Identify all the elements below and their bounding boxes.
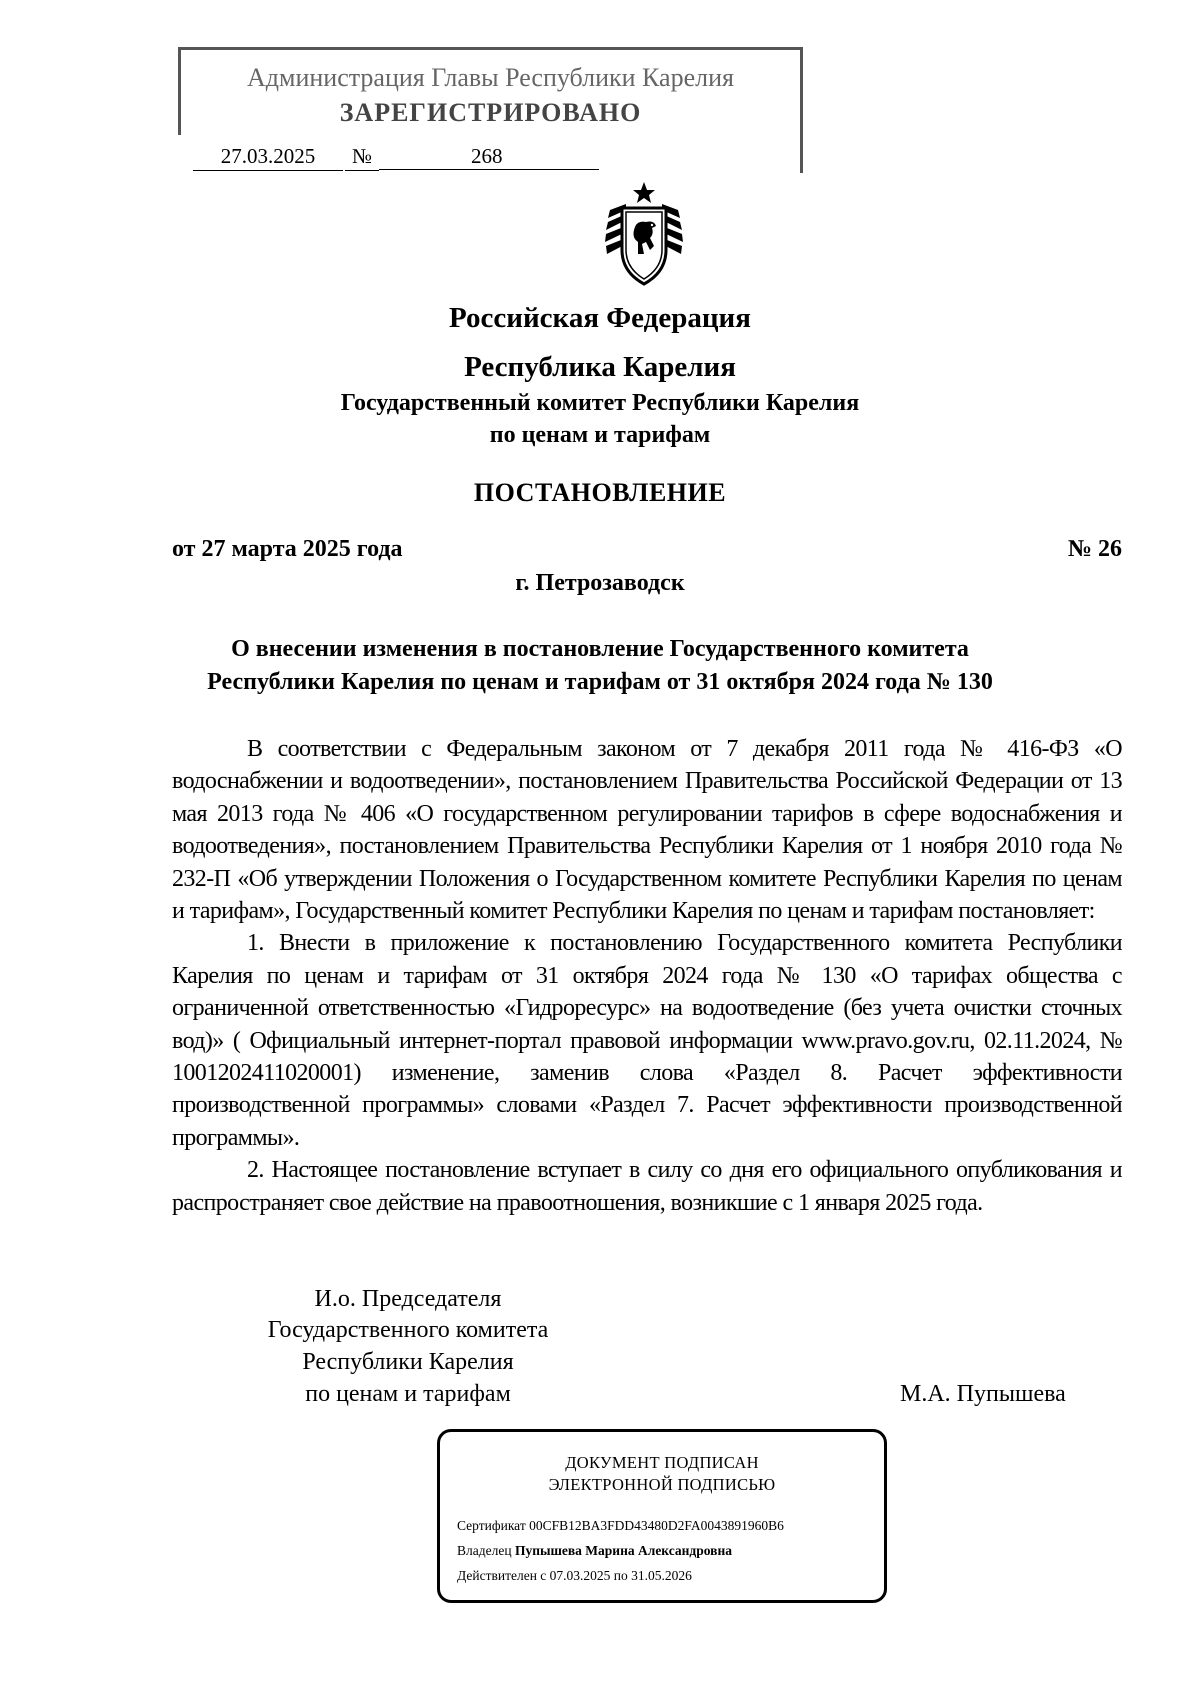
stamp-border-top bbox=[178, 47, 801, 50]
subject-line2: Республики Карелия по ценам и тарифам от 31 октября 2024 года № 130 bbox=[207, 669, 993, 695]
body-paragraph-preamble: В соответствии с Федеральным законом от 7 декабря 2011 года № 416-ФЗ «О водоснабжении и водоотведении», постановлением Правительства Российской Федерации от 13 мая 2013 года № 406 «О государственном регулировании тарифов в сфере водоснабжения и водоотведения», постановлением Правительства Республики Карелия от 1 ноября 2010 года № 232-П «Об утверждении Положения о Государственном комитете Республики Карелия по ценам и тарифам», Государственный комитет Республики Карелия по ценам и тарифам постановляет: bbox=[172, 736, 1122, 925]
esig-valid-from: 07.03.2025 bbox=[549, 1568, 611, 1583]
registration-number-sign: № bbox=[345, 143, 379, 171]
registration-date: 27.03.2025 bbox=[193, 143, 343, 171]
esig-valid-to: 31.05.2026 bbox=[631, 1568, 692, 1583]
stamp-organization: Администрация Главы Республики Карелия bbox=[247, 63, 734, 92]
signatory-title-line1: И.о. Председателя bbox=[314, 1286, 502, 1312]
republic-title: Республика Карелия bbox=[464, 351, 736, 383]
signatory-title-line3: Республики Карелия bbox=[302, 1349, 514, 1375]
country-title: Российская Федерация bbox=[449, 302, 751, 334]
esig-owner-label: Владелец bbox=[457, 1543, 512, 1558]
esig-certificate-row bbox=[457, 1518, 784, 1534]
coat-of-arms-icon bbox=[596, 180, 692, 292]
body-paragraph-item2: 2. Настоящее постановление вступает в силу со дня его официального опубликования и распространяет свое действие на правоотношения, возникшие с 1 января 2025 года. bbox=[172, 1157, 1122, 1216]
document-city: г. Петрозаводск bbox=[515, 570, 685, 596]
esig-owner-value: Пупышева Марина Александровна bbox=[514, 1543, 733, 1558]
body-paragraph-item1: 1. Внести в приложение к постановлению Государственного комитета Республики Карелия по ценам и тарифам от 31 октября 2024 года № 130 «О тарифах общества с ограниченной ответственностью «Гидроресурс» на водоотведение (без учета очистки сточных вод)» ( Официальный интернет-портал правовой информации www.pravo.gov.ru, 02.11.2024, № 1001202411020001) изменение, заменив слова «Раздел 8. Расчет эффективности производственной программы» словами «Раздел 7. Расчет эффективности производственной программы». bbox=[172, 930, 1122, 1151]
signatory-title-line4: по ценам и тарифам bbox=[305, 1381, 511, 1407]
document-type: ПОСТАНОВЛЕНИЕ bbox=[473, 478, 727, 507]
subject-line1: О внесении изменения в постановление Государственного комитета bbox=[231, 636, 969, 662]
signatory-title-line2: Государственного комитета bbox=[267, 1317, 549, 1343]
esig-valid-label: Действителен с bbox=[457, 1568, 547, 1583]
esig-certificate-label: Сертификат bbox=[457, 1518, 526, 1533]
document-number: № 26 bbox=[1067, 536, 1122, 562]
committee-title-line1: Государственный комитет Республики Карелия bbox=[340, 390, 860, 416]
esig-header-line1: ДОКУМЕНТ ПОДПИСАН bbox=[565, 1453, 759, 1472]
document-date: от 27 марта 2025 года bbox=[172, 536, 403, 562]
registration-number: 268 bbox=[379, 143, 599, 170]
committee-title-line2: по ценам и тарифам bbox=[489, 422, 711, 448]
esig-header-line2: ЭЛЕКТРОННОЙ ПОДПИСЬЮ bbox=[548, 1475, 776, 1494]
electronic-signature-stamp bbox=[437, 1429, 887, 1603]
esig-owner-row bbox=[457, 1543, 732, 1559]
document-body bbox=[172, 733, 1122, 1219]
esig-valid-to-label: по bbox=[613, 1568, 628, 1583]
stamp-registered: ЗАРЕГИСТРИРОВАНО bbox=[339, 98, 642, 127]
signatory-name: М.А. Пупышева bbox=[900, 1381, 1066, 1407]
esig-validity-row bbox=[457, 1568, 692, 1584]
esig-certificate-value: 00CFB12BA3FDD43480D2FA0043891960B6 bbox=[529, 1518, 784, 1533]
